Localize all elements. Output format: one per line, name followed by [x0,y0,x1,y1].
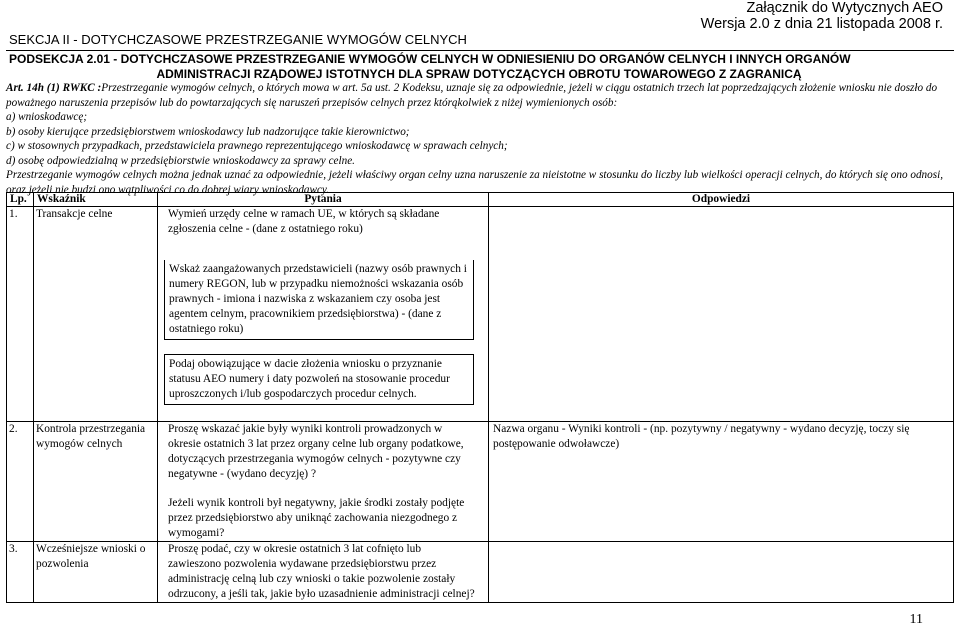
section-title: SEKCJA II - DOTYCHCZASOWE PRZESTRZEGANIE WYMOGÓW CELNYCH [9,32,467,47]
table-row [7,542,954,603]
question-box: Wskaż zaangażowanych przedstawicieli (nazwy osób prawnych i numery REGON, lub w przypadku niemożności wskazania osób prawnych - imiona i nazwiska z wskazaniem czy osoba jest agentem celnym, pracownikiem przedsiębiorstwa) - (dane z ostatniego roku) [164,260,474,340]
questions-table [6,192,954,603]
answer-cell[interactable]: Nazwa organu - Wyniki kontroli - (np. pozytywny / negatywny - wydano decyzję, toczy się postępowanie odwoławcze) [489,422,954,542]
col-lp: Lp. [7,193,34,207]
row-number: 2. [7,422,34,542]
row-indicator: Transakcje celne [34,207,158,422]
closing-paragraph: Przestrzeganie wymogów celnych można jednak uznać za odpowiednie, jeżeli właściwy organ celny uzna naruszenie za nieistotne w stosunku do liczby lub wielkości operacji celnych, do których się ono odnosi, oraz jeżeli nie budzi ono wątpliwości co do dobrej wiary wnioskodawcy. [6,169,944,196]
row-number: 3. [7,542,34,603]
question: Proszę wskazać jakie były wyniki kontroli prowadzonych w okresie ostatnich 3 lat przez organy celne lub organy podatkowe, dotyczących przestrzegania wymogów celnych - pozytywne czy negatywne - (wydano decyzję) ? [168,423,464,480]
header-annex: Załącznik do Wytycznych AEO [746,0,943,16]
row-number: 1. [7,207,34,422]
question: Wymień urzędy celne w ramach UE, w których są składane zgłoszenia celne - (dane z ostatniego roku) [168,208,440,235]
list-item: a) wnioskodawcę; [6,111,88,123]
article-ref: Art. 14h (1) RWKC : [6,82,102,94]
question: Proszę podać, czy w okresie ostatnich 3 lat cofnięto lub zawieszono pozwolenia wydawane przedsiębiorstwu przez administrację celną lub czy wnioski o takie pozwolenie zostały odrzucony, a jeśli tak, jakie było uzasadnienie administracji celnej? [168,543,475,600]
row-indicator: Wcześniejsze wnioski o pozwolenia [34,542,158,603]
list-item: d) osobę odpowiedzialną w przedsiębiorstwie wnioskodawcy za sprawy celne. [6,154,355,167]
col-questions: Pytania [158,193,489,207]
header [701,0,943,32]
page-number: 11 [909,612,923,627]
table-row [7,422,954,542]
answer-cell[interactable] [489,207,954,422]
article-text [6,81,948,197]
article-body: Przestrzeganie wymogów celnych, o których mowa w art. 5a ust. 2 Kodeksu, uznaje się za odpowiednie, jeżeli w ciągu ostatnich trzech lat poprzedzających złożenie wniosku nie doszło do poważnego naruszenia przepisów lub do powtarzających się naruszeń przepisów celnych przez którąkolwiek z niżej wymienionych osób: [6,82,938,109]
row-indicator: Kontrola przestrzegania wymogów celnych [34,422,158,542]
table-header [7,193,954,207]
table-row [7,207,954,422]
question: Jeżeli wynik kontroli był negatywny, jakie środki zostały podjęte przez przedsiębiorstwo aby uniknąć zachowania niezgodnego z wymogami? [168,497,465,539]
col-indicator: Wskaźnik [34,193,158,207]
subsection-title [9,52,949,81]
list-item: c) w stosownych przypadkach, przedstawiciela prawnego reprezentującego wnioskodawcę w sprawach celnych; [6,140,508,152]
subsection-line1: PODSEKCJA 2.01 - DOTYCHCZASOWE PRZESTRZEGANIE WYMOGÓW CELNYCH W ODNIESIENIU DO ORGANÓW CELNYCH I INNYCH ORGANÓW [9,52,851,66]
subsection-line2: ADMINISTRACJI RZĄDOWEJ ISTOTNYCH DLA SPRAW DOTYCZĄCYCH OBROTU TOWAROWEGO Z ZAGRANICĄ [156,66,802,81]
answer-cell[interactable] [489,542,954,603]
question-box: Podaj obowiązujące w dacie złożenia wniosku o przyznanie statusu AEO numery i daty pozwoleń na stosowanie procedur uproszczonych i/lub gospodarczych procedur celnych. [164,354,474,405]
divider [6,50,954,51]
header-version: Wersja 2.0 z dnia 21 listopada 2008 r. [700,16,943,32]
col-answers: Odpowiedzi [489,193,954,207]
list-item: b) osoby kierujące przedsiębiorstwem wnioskodawcy lub nadzorujące takie kierownictwo; [6,125,410,138]
